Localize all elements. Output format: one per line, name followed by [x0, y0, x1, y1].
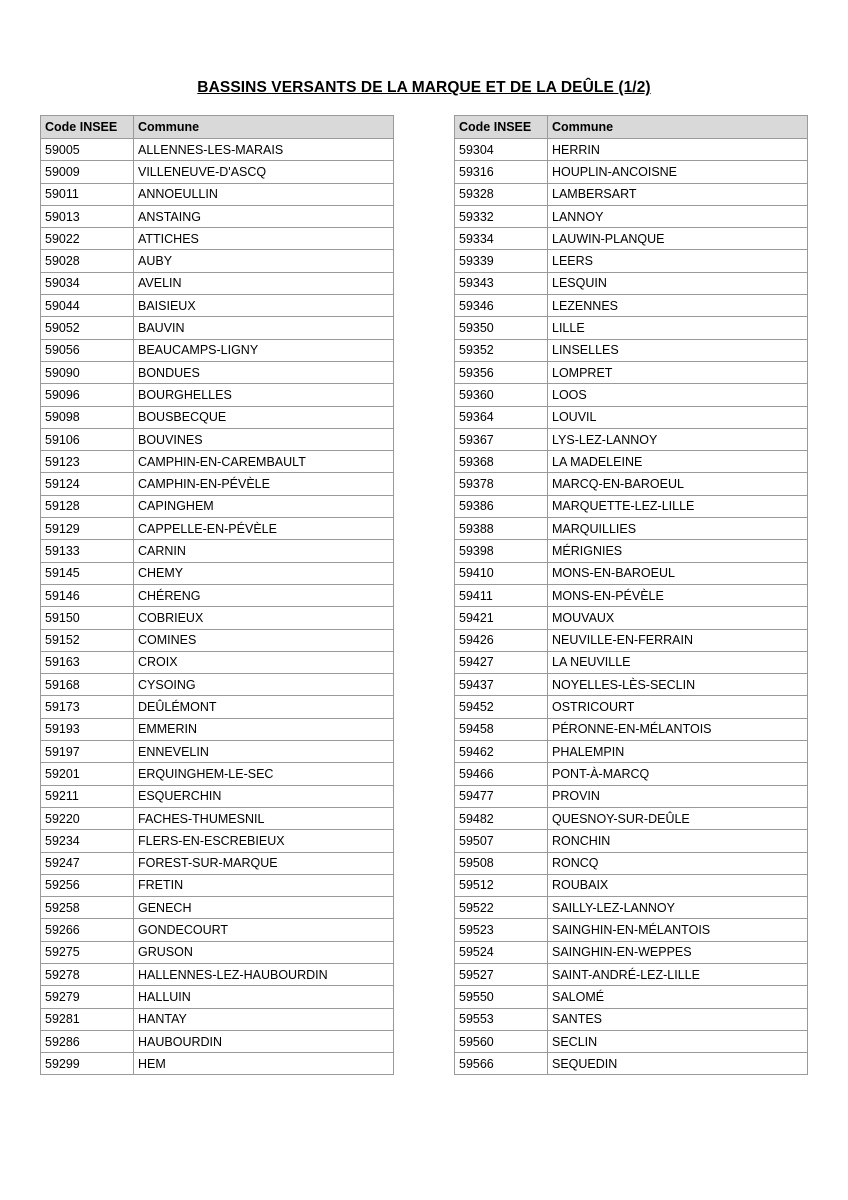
commune-cell: MONS-EN-BAROEUL	[548, 562, 808, 584]
commune-cell: CHEMY	[134, 562, 394, 584]
table-row	[41, 584, 394, 606]
commune-cell: LEZENNES	[548, 295, 808, 317]
table-row	[41, 272, 394, 294]
table-row	[41, 295, 394, 317]
code-insee-cell: 59034	[41, 272, 134, 294]
code-insee-cell: 59173	[41, 696, 134, 718]
table-row	[455, 272, 808, 294]
table-row	[455, 785, 808, 807]
code-insee-cell: 59005	[41, 139, 134, 161]
table-row	[41, 406, 394, 428]
commune-cell: BOUSBECQUE	[134, 406, 394, 428]
table-row	[455, 718, 808, 740]
code-insee-cell: 59220	[41, 807, 134, 829]
commune-cell: MARCQ-EN-BAROEUL	[548, 473, 808, 495]
communes-table-left	[40, 115, 394, 1075]
table-row	[41, 384, 394, 406]
code-insee-cell: 59146	[41, 584, 134, 606]
table-row	[455, 629, 808, 651]
table-row	[41, 763, 394, 785]
table-row	[455, 830, 808, 852]
commune-cell: LOUVIL	[548, 406, 808, 428]
commune-cell: HEM	[134, 1053, 394, 1075]
commune-cell: PROVIN	[548, 785, 808, 807]
code-insee-cell: 59286	[41, 1030, 134, 1052]
table-row	[455, 1053, 808, 1075]
table-row	[455, 384, 808, 406]
table-row	[455, 406, 808, 428]
table-header-row	[41, 116, 394, 139]
table-row	[455, 674, 808, 696]
commune-cell: LOMPRET	[548, 361, 808, 383]
table-row	[41, 785, 394, 807]
table-row	[455, 874, 808, 896]
commune-cell: FLERS-EN-ESCREBIEUX	[134, 830, 394, 852]
table-row	[455, 986, 808, 1008]
commune-cell: SALOMÉ	[548, 986, 808, 1008]
code-insee-cell: 59343	[455, 272, 548, 294]
table-row	[41, 696, 394, 718]
table-row	[455, 250, 808, 272]
table-row	[455, 651, 808, 673]
commune-cell: NEUVILLE-EN-FERRAIN	[548, 629, 808, 651]
code-insee-cell: 59193	[41, 718, 134, 740]
commune-cell: RONCQ	[548, 852, 808, 874]
commune-cell: CAPPELLE-EN-PÉVÈLE	[134, 518, 394, 540]
commune-cell: HANTAY	[134, 1008, 394, 1030]
table-row	[41, 495, 394, 517]
code-insee-cell: 59011	[41, 183, 134, 205]
table-row	[455, 540, 808, 562]
commune-cell: HAUBOURDIN	[134, 1030, 394, 1052]
commune-cell: HALLUIN	[134, 986, 394, 1008]
commune-cell: SAINGHIN-EN-MÉLANTOIS	[548, 919, 808, 941]
table-row	[41, 139, 394, 161]
commune-cell: ANNOEULLIN	[134, 183, 394, 205]
code-insee-cell: 59124	[41, 473, 134, 495]
code-insee-cell: 59022	[41, 228, 134, 250]
table-row	[455, 317, 808, 339]
table-row	[41, 897, 394, 919]
code-insee-cell: 59106	[41, 428, 134, 450]
code-insee-cell: 59278	[41, 963, 134, 985]
commune-cell: MARQUILLIES	[548, 518, 808, 540]
commune-cell: GONDECOURT	[134, 919, 394, 941]
code-insee-cell: 59234	[41, 830, 134, 852]
code-insee-cell: 59009	[41, 161, 134, 183]
commune-cell: CROIX	[134, 651, 394, 673]
table-row	[455, 696, 808, 718]
table-row	[455, 495, 808, 517]
code-insee-cell: 59028	[41, 250, 134, 272]
code-insee-cell: 59378	[455, 473, 548, 495]
code-insee-cell: 59163	[41, 651, 134, 673]
code-insee-cell: 59512	[455, 874, 548, 896]
table-row	[41, 718, 394, 740]
table-row	[41, 1053, 394, 1075]
table-row	[455, 584, 808, 606]
code-insee-cell: 59339	[455, 250, 548, 272]
code-insee-cell: 59145	[41, 562, 134, 584]
commune-cell: ATTICHES	[134, 228, 394, 250]
table-row	[455, 963, 808, 985]
code-insee-cell: 59052	[41, 317, 134, 339]
code-insee-cell: 59044	[41, 295, 134, 317]
commune-cell: LEERS	[548, 250, 808, 272]
code-insee-cell: 59482	[455, 807, 548, 829]
code-insee-cell: 59256	[41, 874, 134, 896]
commune-cell: LILLE	[548, 317, 808, 339]
table-row	[455, 1030, 808, 1052]
commune-cell: BAISIEUX	[134, 295, 394, 317]
commune-cell: RONCHIN	[548, 830, 808, 852]
commune-cell: COMINES	[134, 629, 394, 651]
table-row	[455, 205, 808, 227]
table-row	[455, 451, 808, 473]
code-insee-cell: 59462	[455, 741, 548, 763]
commune-cell: CAMPHIN-EN-CAREMBAULT	[134, 451, 394, 473]
table-row	[41, 986, 394, 1008]
table-row	[41, 1030, 394, 1052]
page-title: BASSINS VERSANTS DE LA MARQUE ET DE LA DEÛLE (1/2)	[197, 79, 651, 96]
table-row	[41, 361, 394, 383]
code-insee-cell: 59553	[455, 1008, 548, 1030]
table-row	[455, 339, 808, 361]
code-insee-cell: 59056	[41, 339, 134, 361]
commune-cell: OSTRICOURT	[548, 696, 808, 718]
commune-cell: LYS-LEZ-LANNOY	[548, 428, 808, 450]
code-insee-cell: 59197	[41, 741, 134, 763]
commune-cell: QUESNOY-SUR-DEÛLE	[548, 807, 808, 829]
table-row	[41, 651, 394, 673]
code-insee-cell: 59096	[41, 384, 134, 406]
table-row	[41, 205, 394, 227]
table-row	[455, 139, 808, 161]
table-row	[455, 518, 808, 540]
table-row	[41, 674, 394, 696]
table-row	[41, 629, 394, 651]
table-row	[455, 183, 808, 205]
table-row	[41, 518, 394, 540]
commune-cell: BOURGHELLES	[134, 384, 394, 406]
table-row	[41, 1008, 394, 1030]
table-row	[41, 473, 394, 495]
commune-cell: SEQUEDIN	[548, 1053, 808, 1075]
code-insee-cell: 59437	[455, 674, 548, 696]
code-insee-cell: 59275	[41, 941, 134, 963]
header-commune: Commune	[548, 116, 808, 139]
commune-cell: HOUPLIN-ANCOISNE	[548, 161, 808, 183]
code-insee-cell: 59507	[455, 830, 548, 852]
commune-cell: AVELIN	[134, 272, 394, 294]
code-insee-cell: 59332	[455, 205, 548, 227]
code-insee-cell: 59281	[41, 1008, 134, 1030]
code-insee-cell: 59304	[455, 139, 548, 161]
commune-cell: LOOS	[548, 384, 808, 406]
header-code-insee: Code INSEE	[455, 116, 548, 139]
table-row	[41, 607, 394, 629]
code-insee-cell: 59388	[455, 518, 548, 540]
commune-cell: MONS-EN-PÉVÈLE	[548, 584, 808, 606]
code-insee-cell: 59090	[41, 361, 134, 383]
commune-cell: EMMERIN	[134, 718, 394, 740]
commune-cell: BEAUCAMPS-LIGNY	[134, 339, 394, 361]
table-row	[455, 161, 808, 183]
commune-cell: MARQUETTE-LEZ-LILLE	[548, 495, 808, 517]
commune-cell: SAILLY-LEZ-LANNOY	[548, 897, 808, 919]
table-row	[455, 763, 808, 785]
commune-cell: FOREST-SUR-MARQUE	[134, 852, 394, 874]
commune-cell: LAMBERSART	[548, 183, 808, 205]
table-row	[455, 741, 808, 763]
table-row	[41, 963, 394, 985]
commune-cell: ENNEVELIN	[134, 741, 394, 763]
table-row	[41, 228, 394, 250]
table-row	[41, 250, 394, 272]
code-insee-cell: 59411	[455, 584, 548, 606]
commune-cell: GRUSON	[134, 941, 394, 963]
table-row	[455, 919, 808, 941]
commune-cell: ERQUINGHEM-LE-SEC	[134, 763, 394, 785]
code-insee-cell: 59128	[41, 495, 134, 517]
commune-cell: DEÛLÉMONT	[134, 696, 394, 718]
code-insee-cell: 59508	[455, 852, 548, 874]
table-row	[455, 1008, 808, 1030]
commune-cell: SECLIN	[548, 1030, 808, 1052]
commune-cell: CHÉRENG	[134, 584, 394, 606]
commune-cell: ALLENNES-LES-MARAIS	[134, 139, 394, 161]
commune-cell: CAMPHIN-EN-PÉVÈLE	[134, 473, 394, 495]
commune-cell: LESQUIN	[548, 272, 808, 294]
commune-cell: SAINGHIN-EN-WEPPES	[548, 941, 808, 963]
commune-cell: ESQUERCHIN	[134, 785, 394, 807]
commune-cell: CARNIN	[134, 540, 394, 562]
code-insee-cell: 59398	[455, 540, 548, 562]
communes-table-right	[454, 115, 808, 1075]
table-row	[455, 807, 808, 829]
code-insee-cell: 59426	[455, 629, 548, 651]
code-insee-cell: 59550	[455, 986, 548, 1008]
code-insee-cell: 59334	[455, 228, 548, 250]
table-row	[41, 830, 394, 852]
code-insee-cell: 59458	[455, 718, 548, 740]
table-body-right	[455, 139, 808, 1075]
commune-cell: MOUVAUX	[548, 607, 808, 629]
code-insee-cell: 59427	[455, 651, 548, 673]
code-insee-cell: 59523	[455, 919, 548, 941]
code-insee-cell: 59201	[41, 763, 134, 785]
commune-cell: FACHES-THUMESNIL	[134, 807, 394, 829]
commune-cell: HALLENNES-LEZ-HAUBOURDIN	[134, 963, 394, 985]
code-insee-cell: 59452	[455, 696, 548, 718]
code-insee-cell: 59522	[455, 897, 548, 919]
code-insee-cell: 59352	[455, 339, 548, 361]
code-insee-cell: 59316	[455, 161, 548, 183]
commune-cell: LAUWIN-PLANQUE	[548, 228, 808, 250]
commune-cell: SANTES	[548, 1008, 808, 1030]
code-insee-cell: 59266	[41, 919, 134, 941]
table-row	[41, 183, 394, 205]
code-insee-cell: 59367	[455, 428, 548, 450]
commune-cell: AUBY	[134, 250, 394, 272]
code-insee-cell: 59168	[41, 674, 134, 696]
commune-cell: FRETIN	[134, 874, 394, 896]
code-insee-cell: 59279	[41, 986, 134, 1008]
header-code-insee: Code INSEE	[41, 116, 134, 139]
table-row	[455, 941, 808, 963]
code-insee-cell: 59247	[41, 852, 134, 874]
table-row	[455, 562, 808, 584]
table-row	[41, 852, 394, 874]
commune-cell: LA MADELEINE	[548, 451, 808, 473]
table-row	[41, 428, 394, 450]
commune-cell: ANSTAING	[134, 205, 394, 227]
code-insee-cell: 59364	[455, 406, 548, 428]
commune-cell: SAINT-ANDRÉ-LEZ-LILLE	[548, 963, 808, 985]
table-row	[41, 741, 394, 763]
table-row	[455, 295, 808, 317]
code-insee-cell: 59258	[41, 897, 134, 919]
code-insee-cell: 59129	[41, 518, 134, 540]
commune-cell: ROUBAIX	[548, 874, 808, 896]
table-row	[41, 807, 394, 829]
code-insee-cell: 59152	[41, 629, 134, 651]
code-insee-cell: 59356	[455, 361, 548, 383]
commune-cell: BONDUES	[134, 361, 394, 383]
code-insee-cell: 59098	[41, 406, 134, 428]
table-row	[41, 161, 394, 183]
commune-cell: COBRIEUX	[134, 607, 394, 629]
code-insee-cell: 59466	[455, 763, 548, 785]
commune-cell: CAPINGHEM	[134, 495, 394, 517]
commune-cell: LANNOY	[548, 205, 808, 227]
table-row	[455, 228, 808, 250]
code-insee-cell: 59386	[455, 495, 548, 517]
code-insee-cell: 59299	[41, 1053, 134, 1075]
commune-cell: MÉRIGNIES	[548, 540, 808, 562]
commune-cell: NOYELLES-LÈS-SECLIN	[548, 674, 808, 696]
table-body-left	[41, 139, 394, 1075]
code-insee-cell: 59328	[455, 183, 548, 205]
table-row	[455, 428, 808, 450]
code-insee-cell: 59524	[455, 941, 548, 963]
code-insee-cell: 59013	[41, 205, 134, 227]
code-insee-cell: 59123	[41, 451, 134, 473]
table-header-row	[455, 116, 808, 139]
code-insee-cell: 59211	[41, 785, 134, 807]
table-row	[41, 562, 394, 584]
header-commune: Commune	[134, 116, 394, 139]
table-row	[455, 473, 808, 495]
table-row	[41, 941, 394, 963]
table-row	[455, 361, 808, 383]
commune-cell: CYSOING	[134, 674, 394, 696]
commune-cell: VILLENEUVE-D'ASCQ	[134, 161, 394, 183]
table-row	[41, 339, 394, 361]
code-insee-cell: 59350	[455, 317, 548, 339]
table-row	[41, 874, 394, 896]
commune-cell: BAUVIN	[134, 317, 394, 339]
commune-cell: GENECH	[134, 897, 394, 919]
commune-cell: BOUVINES	[134, 428, 394, 450]
commune-cell: LA NEUVILLE	[548, 651, 808, 673]
code-insee-cell: 59560	[455, 1030, 548, 1052]
table-row	[41, 919, 394, 941]
commune-cell: PHALEMPIN	[548, 741, 808, 763]
table-row	[41, 451, 394, 473]
commune-cell: HERRIN	[548, 139, 808, 161]
table-row	[41, 317, 394, 339]
code-insee-cell: 59566	[455, 1053, 548, 1075]
commune-cell: PONT-À-MARCQ	[548, 763, 808, 785]
code-insee-cell: 59421	[455, 607, 548, 629]
code-insee-cell: 59527	[455, 963, 548, 985]
table-row	[41, 540, 394, 562]
commune-cell: LINSELLES	[548, 339, 808, 361]
code-insee-cell: 59150	[41, 607, 134, 629]
code-insee-cell: 59368	[455, 451, 548, 473]
table-row	[455, 897, 808, 919]
code-insee-cell: 59410	[455, 562, 548, 584]
table-row	[455, 852, 808, 874]
code-insee-cell: 59477	[455, 785, 548, 807]
commune-cell: PÉRONNE-EN-MÉLANTOIS	[548, 718, 808, 740]
table-row	[455, 607, 808, 629]
code-insee-cell: 59133	[41, 540, 134, 562]
code-insee-cell: 59346	[455, 295, 548, 317]
code-insee-cell: 59360	[455, 384, 548, 406]
